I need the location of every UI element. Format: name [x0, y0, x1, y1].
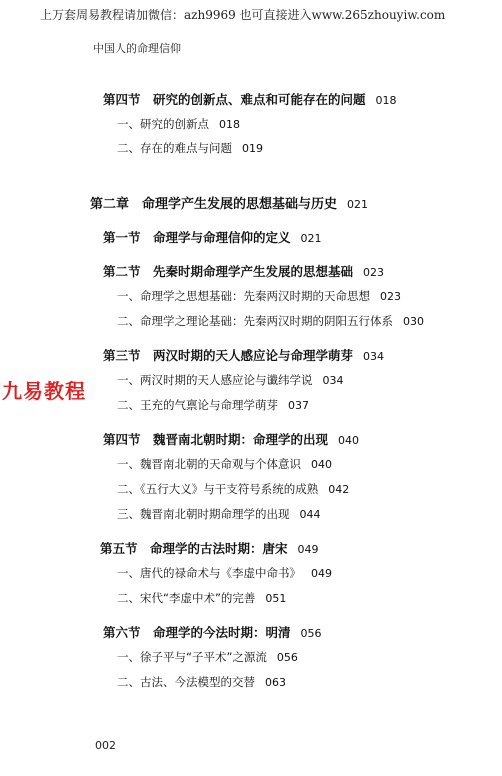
toc-entry-title: 第五节 命理学的古法时期：唐宋 [100, 541, 288, 556]
toc-item [117, 590, 286, 606]
toc-entry-page: 040 [338, 434, 360, 447]
toc-item [117, 372, 344, 388]
toc-item [117, 397, 309, 413]
toc-entry-title: 二、存在的难点与问题 [117, 141, 232, 155]
toc-entry-page: 021 [347, 198, 369, 211]
toc-entry-title: 二、宋代“李虚中术”的完善 [117, 591, 256, 605]
toc-entry-page: 051 [265, 592, 287, 605]
toc-entry-title: 三、魏晋南北朝时期命理学的出现 [117, 507, 290, 521]
page-number: 002 [95, 739, 116, 752]
toc-entry-title: 第四节 研究的创新点、难点和可能存在的问题 [103, 92, 366, 107]
toc-item [117, 481, 349, 497]
toc-entry-page: 056 [276, 651, 298, 664]
toc-entry-title: 一、魏晋南北朝的天命观与个体意识 [117, 457, 301, 471]
toc-entry-page: 023 [380, 290, 401, 303]
toc-entry-title: 一、唐代的禄命术与《李虚中命书》 [117, 566, 301, 580]
toc-section [103, 262, 384, 280]
toc-entry-page: 034 [363, 350, 385, 363]
toc-entry-title: 二、古法、今法模型的交替 [117, 675, 255, 689]
toc-entry-page: 040 [311, 458, 332, 471]
toc-entry-title: 二、命理学之理论基础：先秦两汉时期的阴阳五行体系 [117, 314, 393, 328]
toc-entry-page: 018 [219, 118, 240, 131]
toc-entry-page: 049 [297, 543, 319, 556]
toc-entry-page: 019 [242, 142, 263, 155]
toc-section [103, 430, 359, 448]
toc-section [100, 539, 319, 557]
watermark-logo: 九易教程 [2, 379, 86, 403]
toc-entry-page: 063 [265, 676, 286, 689]
toc-entry-title: 一、两汉时期的天人感应论与谶纬学说 [117, 373, 313, 387]
running-head: 中国人的命理信仰 [93, 42, 181, 55]
toc-item [117, 456, 332, 472]
toc-entry-title: 二、《五行大义》与干支符号系统的成熟 [117, 482, 319, 496]
toc-entry-title: 一、命理学之思想基础：先秦两汉时期的天命思想 [117, 289, 370, 303]
toc-entry-title: 第三节 两汉时期的天人感应论与命理学萌芽 [103, 348, 354, 363]
toc-entry-page: 056 [300, 627, 322, 640]
toc-entry-page: 018 [375, 94, 397, 107]
toc-entry-page: 034 [322, 374, 344, 387]
toc-entry-page: 049 [311, 567, 332, 580]
toc-entry-title: 第六节 命理学的今法时期：明清 [103, 625, 291, 640]
toc-chapter [90, 193, 368, 212]
toc-entry-title: 第二节 先秦时期命理学产生发展的思想基础 [103, 264, 354, 279]
toc-entry-title: 一、徐子平与“子平术”之源流 [117, 650, 267, 664]
toc-section [103, 623, 322, 641]
header-banner: 上万套周易教程请加微信：azh9969 也可直接进入www.265zhouyiw.com [40, 8, 446, 22]
toc-item [117, 140, 263, 156]
toc-entry-page: 037 [288, 399, 309, 412]
toc-item [117, 506, 321, 522]
toc-entry-title: 二、王充的气禀论与命理学萌芽 [117, 398, 278, 412]
toc-entry-title: 第四节 魏晋南北朝时期：命理学的出现 [103, 432, 329, 447]
toc-entry-title: 一、研究的创新点 [117, 117, 209, 131]
toc-entry-page: 044 [299, 508, 321, 521]
toc-entry-title: 第二章 命理学产生发展的思想基础与历史 [90, 197, 338, 212]
toc-section [103, 228, 322, 246]
toc-item [117, 649, 298, 665]
toc-entry-title: 第一节 命理学与命理信仰的定义 [103, 230, 291, 245]
toc-item [117, 565, 332, 581]
toc-section [103, 90, 397, 108]
toc-section [103, 346, 384, 364]
toc-item [117, 313, 424, 329]
toc-entry-page: 030 [403, 315, 424, 328]
toc-entry-page: 042 [328, 483, 350, 496]
toc-item [117, 288, 401, 304]
toc-entry-page: 021 [300, 232, 322, 245]
toc-entry-page: 023 [363, 266, 385, 279]
toc-item [117, 674, 286, 690]
toc-item [117, 116, 240, 132]
